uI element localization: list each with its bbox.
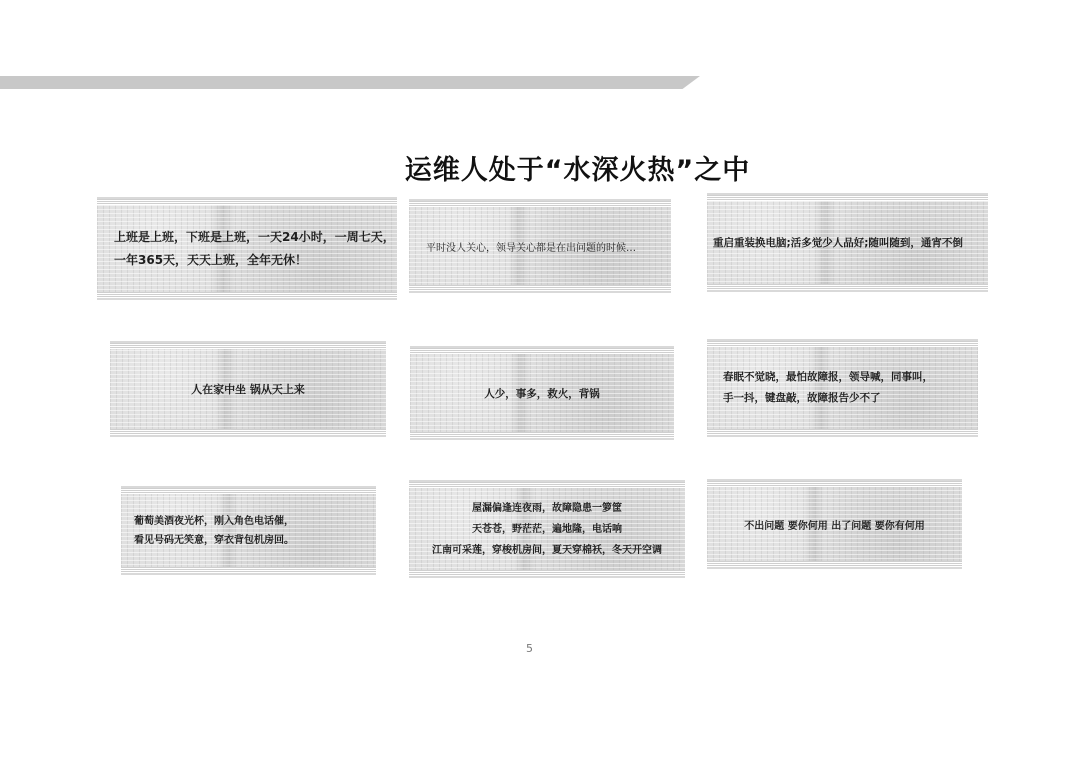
card-text-line: 重启重装换电脑;活多觉少人品好;随叫随到，通宵不倒 (713, 237, 963, 249)
card-text-line: 手一抖，键盘敲，故障报告少不了 (723, 392, 881, 404)
card-text-line: 上班是上班，下班是上班，一天24小时，一周七天， (114, 229, 395, 244)
complaint-card-2 (409, 199, 671, 293)
complaint-card-5 (410, 346, 674, 440)
card-text-line: 看见号码无笑意，穿衣背包机房回。 (134, 534, 294, 546)
card-text-line: 江南可采莲，穿梭机房间，夏天穿棉袄，冬天开空调 (432, 544, 662, 556)
page-number: 5 (526, 642, 533, 655)
card-text-line: 平时没人关心，领导关心都是在出问题的时候… (426, 242, 636, 254)
slide-title: 运维人处于“水深火热”之中 (404, 155, 751, 186)
complaint-card-9 (707, 479, 962, 569)
complaint-card-6 (707, 339, 978, 437)
header-stripe (0, 76, 700, 89)
card-text-line: 葡萄美酒夜光杯，刚入角色电话催， (134, 515, 294, 527)
complaint-card-8 (409, 480, 685, 578)
card-text-line: 天苍苍，野茫茫，遍地隆，电话响 (472, 523, 622, 535)
card-text-line: 人在家中坐 锅从天上来 (191, 383, 305, 396)
complaint-card-4 (110, 341, 386, 437)
card-text-line: 人少，事多，救火，背锅 (484, 387, 600, 400)
complaint-card-1 (97, 197, 397, 300)
card-text-line: 一年365天，天天上班，全年无休！ (114, 252, 308, 267)
complaint-card-7 (121, 486, 376, 575)
card-text-line: 不出问题 要你何用 出了问题 要你有何用 (744, 520, 925, 532)
card-text-line: 屋漏偏逢连夜雨，故障隐患一箩筐 (472, 502, 622, 514)
complaint-card-3 (707, 193, 988, 292)
card-text-line: 春眠不觉晓，最怕故障报，领导喊，同事叫， (723, 371, 933, 383)
